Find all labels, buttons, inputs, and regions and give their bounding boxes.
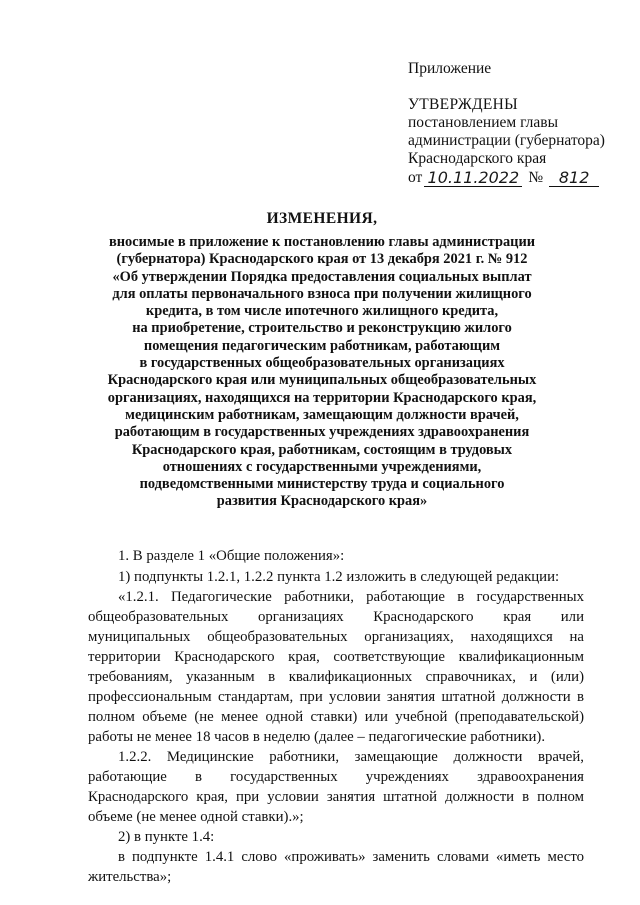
approved-heading: УТВЕРЖДЕНЫ [408, 96, 518, 113]
title-line: подведомственными министерству труда и социального [139, 476, 505, 493]
title-line: на приобретение, строительство и реконструкцию жилого [132, 320, 512, 337]
handwritten-number: 812 [549, 169, 599, 187]
title-line: вносимые в приложение к постановлению главы администрации [108, 234, 536, 250]
title-line: работающим в государственных учреждениях здравоохранения [114, 424, 530, 441]
date-number-line [408, 169, 605, 187]
body-paragraph: «1.2.1. Педагогические работники, работающие в государственных общеобразовательных организациях Краснодарского края или муниципальных общеобразовательных организациях, находящихся на территории Краснодарского края, соответствующие квалификационным требованиям, указанным в квалификационных справочниках, и (или) профессиональным стандартам, при условии занятия штатной должности в полном объеме (не менее одной ставки) или учебной (преподавательской) работы не менее 18 часов в неделю (далее – педагогические работники). [88, 589, 584, 745]
body-paragraph: 1. В разделе 1 «Общие положения»: [118, 548, 345, 564]
document-title [90, 210, 554, 511]
handwritten-date: 10.11.2022 [424, 169, 522, 187]
title-line: для оплаты первоначального взноса при получении жилищного [112, 285, 532, 302]
title-line: кредита, в том числе ипотечного жилищного кредита, [145, 303, 499, 320]
title-line: медицинским работникам, замещающим должности врачей, [125, 406, 519, 423]
body-paragraph: 2) в пункте 1.4: [118, 829, 215, 845]
approval-line: постановлением главы [408, 114, 558, 131]
title-line: отношениях с государственными учреждениями, [162, 458, 482, 475]
number-sign: № [528, 169, 544, 186]
appendix-label: Приложение [408, 60, 492, 77]
title-line: развития Краснодарского края» [216, 493, 428, 510]
approval-line: администрации (губернатора) [408, 132, 605, 149]
document-body [88, 546, 584, 887]
title-line: организациях, находящихся на территории Краснодарского края, [107, 389, 537, 406]
approval-block [408, 60, 605, 187]
body-paragraph: 1) подпункты 1.2.1, 1.2.2 пункта 1.2 изложить в следующей редакции: [118, 569, 560, 585]
title-line: Краснодарского края или муниципальных общеобразовательных [107, 372, 537, 389]
title-line: в государственных общеобразовательных организациях [139, 355, 505, 372]
title-heading: ИЗМЕНЕНИЯ, [266, 210, 378, 227]
title-line: помещения педагогическим работникам, работающим [143, 337, 501, 354]
title-line: «Об утверждении Порядка предоставления социальных выплат [112, 268, 532, 285]
approval-line: Краснодарского края [408, 150, 547, 167]
body-paragraph: 1.2.2. Медицинские работники, замещающие должности врачей, работающие в государственных учреждениях здравоохранения Краснодарского края, при условии занятия штатной должности в полном объеме (не менее одной ставки).»; [88, 749, 584, 825]
date-prefix: от [408, 169, 423, 186]
title-line: (губернатора) Краснодарского края от 13 декабря 2021 г. № 912 [116, 251, 528, 268]
title-line: Краснодарского края, работникам, состоящим в трудовых [131, 441, 513, 458]
body-paragraph: в подпункте 1.4.1 слово «проживать» заменить словами «иметь место жительства»; [88, 849, 584, 885]
